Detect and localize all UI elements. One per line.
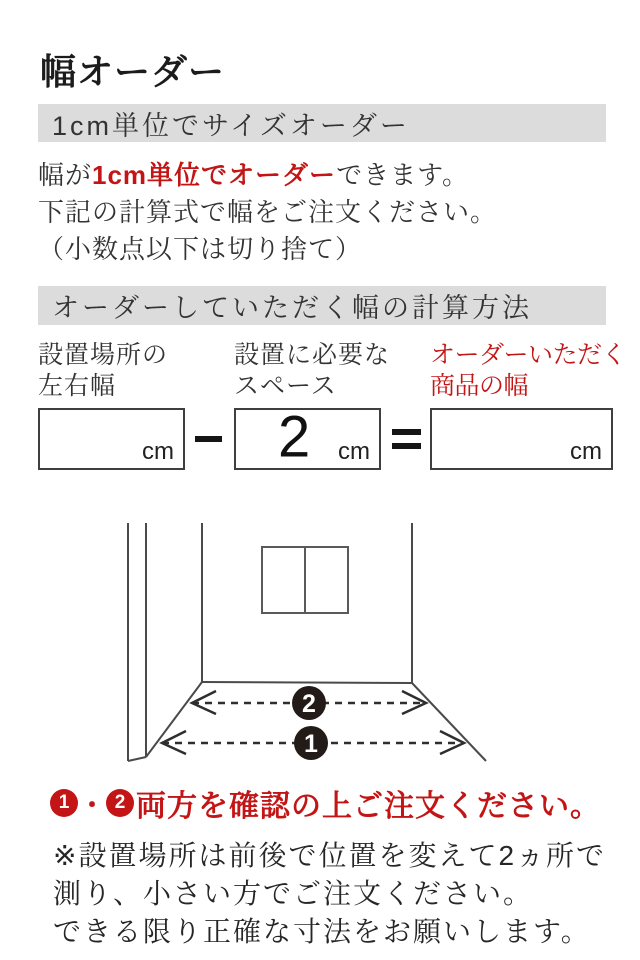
page-title: 幅オーダー	[40, 51, 226, 92]
note-line-3: できる限り正確な寸法をお願いします。	[53, 916, 591, 947]
window-icon	[262, 547, 348, 613]
minus-operator	[195, 436, 222, 442]
banner-calc-method-label: オーダーしていただく幅の計算方法	[52, 293, 532, 323]
label-installation-width-line1: 設置場所の	[38, 341, 169, 369]
unit-cm-3: cm	[570, 438, 602, 465]
badge-2-icon: 2	[106, 789, 134, 817]
note-line-1: ※設置場所は前後で位置を変えて2ヵ所で	[53, 840, 607, 871]
intro-line-2: 下記の計算式で幅をご注文ください。	[38, 197, 498, 227]
required-space-value: 2	[278, 404, 311, 470]
label-installation-width	[38, 340, 168, 402]
value-box-required-space	[234, 404, 381, 470]
room-measurement-diagram	[0, 495, 640, 785]
intro-line-3: （小数点以下は切り捨て）	[38, 234, 363, 264]
measurement-notes	[53, 837, 606, 951]
intro-line1-pre: 幅が	[38, 160, 93, 190]
marker-1-badge	[294, 726, 328, 760]
banner-size-order-label: 1cm単位でサイズオーダー	[52, 110, 410, 141]
unit-cm-2: cm	[338, 438, 370, 465]
input-box-installation-width	[38, 408, 185, 470]
warning-heading-text: 両方を確認の上ご注文ください。	[136, 790, 602, 823]
intro-line1-highlight: 1cm単位でオーダー	[92, 160, 337, 190]
label-required-space-line1: 設置に必要な	[234, 341, 391, 369]
label-product-width	[430, 340, 626, 402]
label-product-width-line2: 商品の幅	[430, 372, 529, 400]
label-required-space-line2: スペース	[234, 372, 337, 400]
intro-line-1	[38, 157, 497, 194]
badge-separator: ・	[79, 789, 106, 820]
marker-2-badge	[292, 686, 326, 720]
warning-heading	[50, 781, 601, 825]
equals-operator-bar2	[392, 443, 421, 449]
unit-cm-1: cm	[142, 438, 174, 465]
marker-2-number: 2	[302, 690, 316, 718]
intro-paragraph	[38, 157, 497, 268]
banner-size-order	[38, 104, 606, 142]
label-product-width-line1: オーダーいただく	[430, 341, 627, 369]
equals-operator	[392, 429, 421, 435]
banner-calc-method	[38, 286, 606, 325]
badge-1-icon: 1	[50, 789, 78, 817]
label-installation-width-line2: 左右幅	[38, 372, 117, 400]
label-required-space	[234, 340, 390, 402]
intro-line1-post: できます。	[336, 160, 469, 190]
marker-1-number: 1	[304, 730, 318, 758]
result-box-product-width	[430, 408, 613, 470]
note-line-2: 測り、小さい方でご注文ください。	[53, 878, 534, 909]
